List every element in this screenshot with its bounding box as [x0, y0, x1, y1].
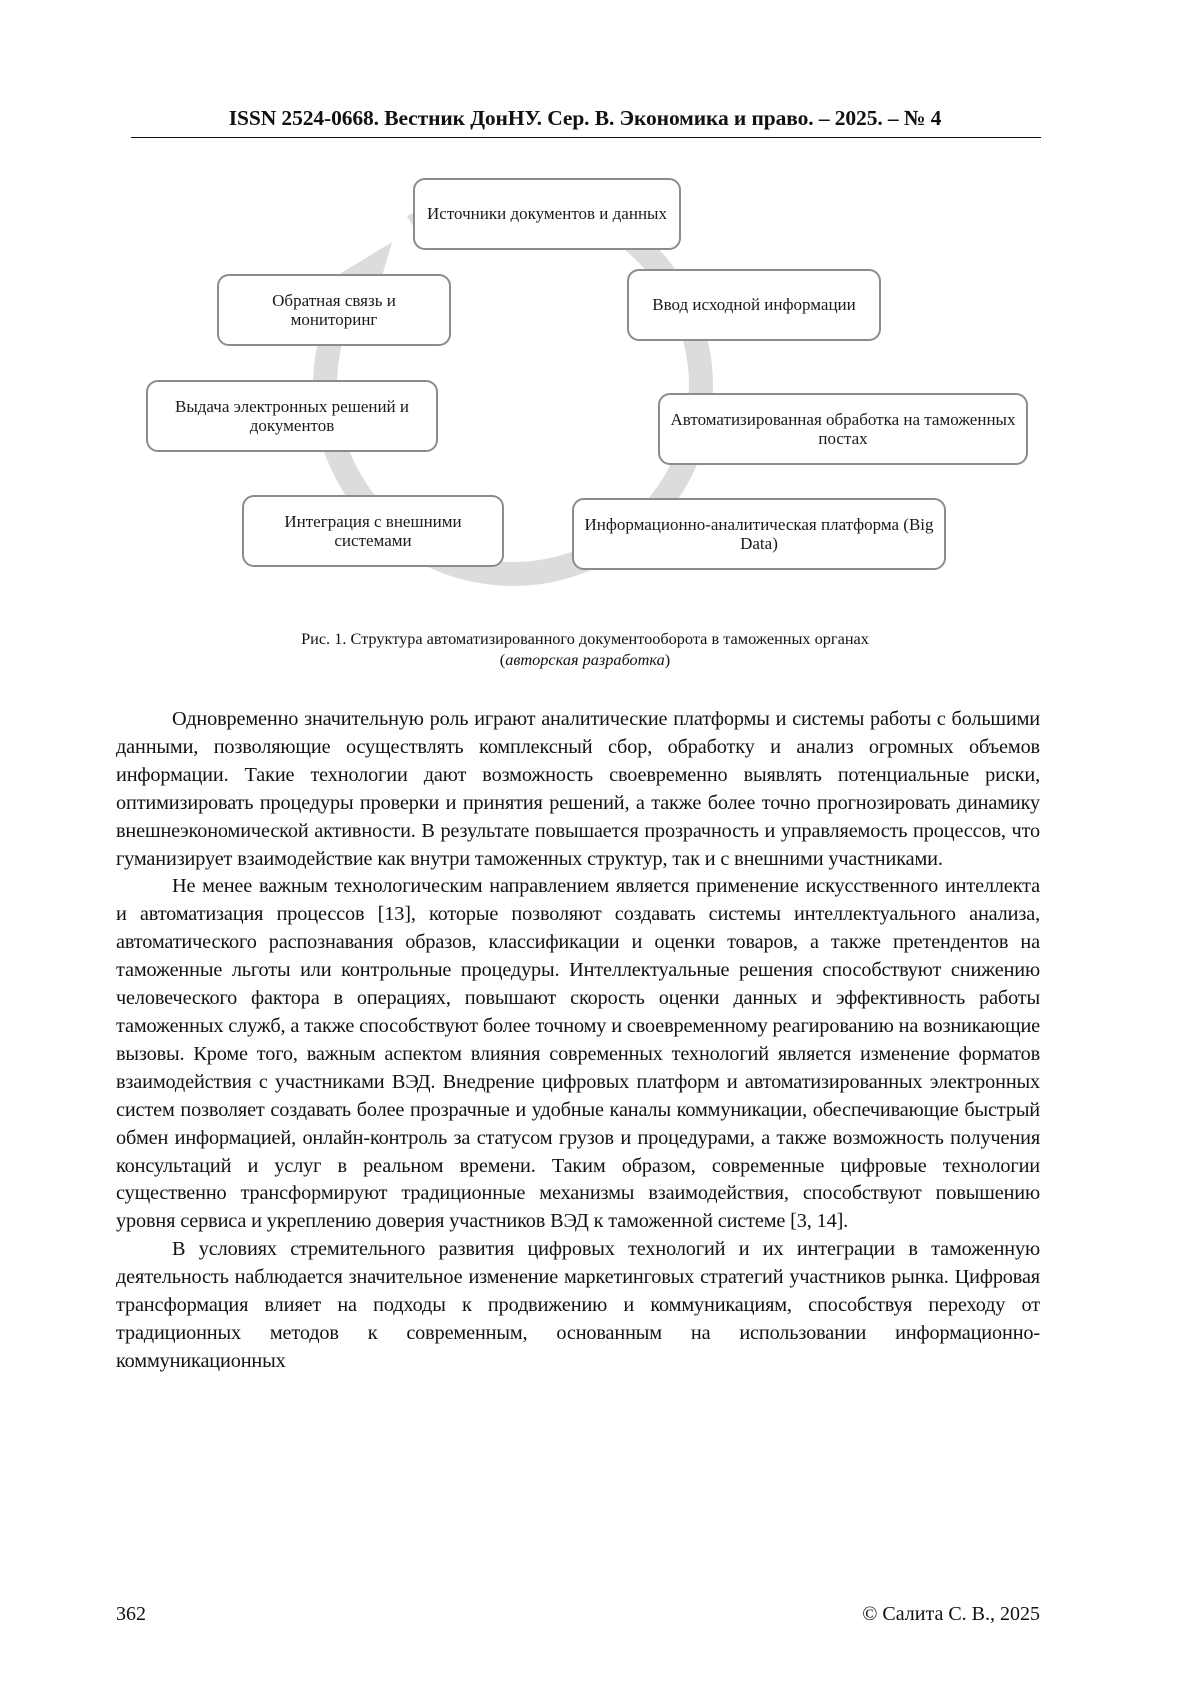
- node-integration: Интеграция с внешними системами: [242, 495, 504, 567]
- copyright: © Салита С. В., 2025: [862, 1603, 1040, 1625]
- caption-paren-open: (: [499, 650, 506, 669]
- node-feedback: Обратная связь и мониторинг: [217, 274, 451, 346]
- node-analytics-platform: Информационно-аналитическая платформа (Big Data): [572, 498, 946, 570]
- figure-cycle-diagram: [0, 150, 1200, 610]
- article-body: [116, 706, 1040, 1376]
- running-header: ISSN 2524-0668. Вестник ДонНУ. Сер. В. Экономика и право. – 2025. – № 4: [228, 106, 942, 130]
- page-number: 362: [116, 1603, 146, 1625]
- caption-source: [130, 649, 1040, 670]
- paragraph: Не менее важным технологическим направлением является применение искусственного интеллекта и автоматизация процессов [13], которые позволяют создавать системы интеллектуального анализа, автоматического распознавания образов, классификации и оценки товаров, а также претендентов на таможенные льготы или контрольные процедуры. Интеллектуальные решения способствуют снижению человеческого фактора в операциях, повышают скорость оценки данных и эффективность работы таможенных служб, а также способствуют более точному и своевременному реагированию на возникающие вызовы. Кроме того, важным аспектом влияния современных технологий является изменение форматов взаимодействия с участниками ВЭД. Внедрение цифровых платформ и автоматизированных электронных систем позволяет создавать более прозрачные и удобные каналы коммуникации, обеспечивающие быстрый обмен информацией, онлайн-контроль за статусом грузов и процедурами, а также возможность получения консультаций и услуг в реальном времени. Таким образом, современные цифровые технологии существенно трансформируют традиционные механизмы взаимодействия, способствуют повышению уровня сервиса и укреплению доверия участников ВЭД к таможенной системе [3, 14].: [116, 875, 1040, 1233]
- node-issuance: Выдача электронных решений и документов: [146, 380, 438, 452]
- caption-source-italic: авторская разработка: [505, 650, 665, 669]
- node-input: Ввод исходной информации: [627, 269, 881, 341]
- node-automated-processing: Автоматизированная обработка на таможенных постах: [658, 393, 1028, 465]
- paragraph: Одновременно значительную роль играют аналитические платформы и системы работы с большими данными, позволяющие осуществлять комплексный сбор, обработку и анализ огромных объемов информации. Такие технологии дают возможность своевременно выявлять потенциальные риски, оптимизировать процедуры проверки и принятия решений, а также более точно прогнозировать динамику внешнеэкономической активности. В результате повышается прозрачность и управляемость процессов, что гуманизирует взаимодействие как внутри таможенных структур, так и с внешними участниками.: [116, 708, 1040, 870]
- node-sources: Источники документов и данных: [413, 178, 681, 250]
- header-rule: [131, 137, 1041, 138]
- page-footer: [116, 1603, 1040, 1626]
- paragraph: В условиях стремительного развития цифровых технологий и их интеграции в таможенную деятельность наблюдается значительное изменение маркетинговых стратегий участников рынка. Цифровая трансформация влияет на подходы к продвижению и коммуникациям, способствуя переходу от традиционных методов к современным, основанным на использовании информационно-коммуникационных: [116, 1238, 1040, 1372]
- caption-title: Рис. 1. Структура автоматизированного документооборота в таможенных органах: [301, 629, 869, 648]
- figure-caption: [130, 628, 1040, 670]
- caption-paren-close: ): [664, 650, 671, 669]
